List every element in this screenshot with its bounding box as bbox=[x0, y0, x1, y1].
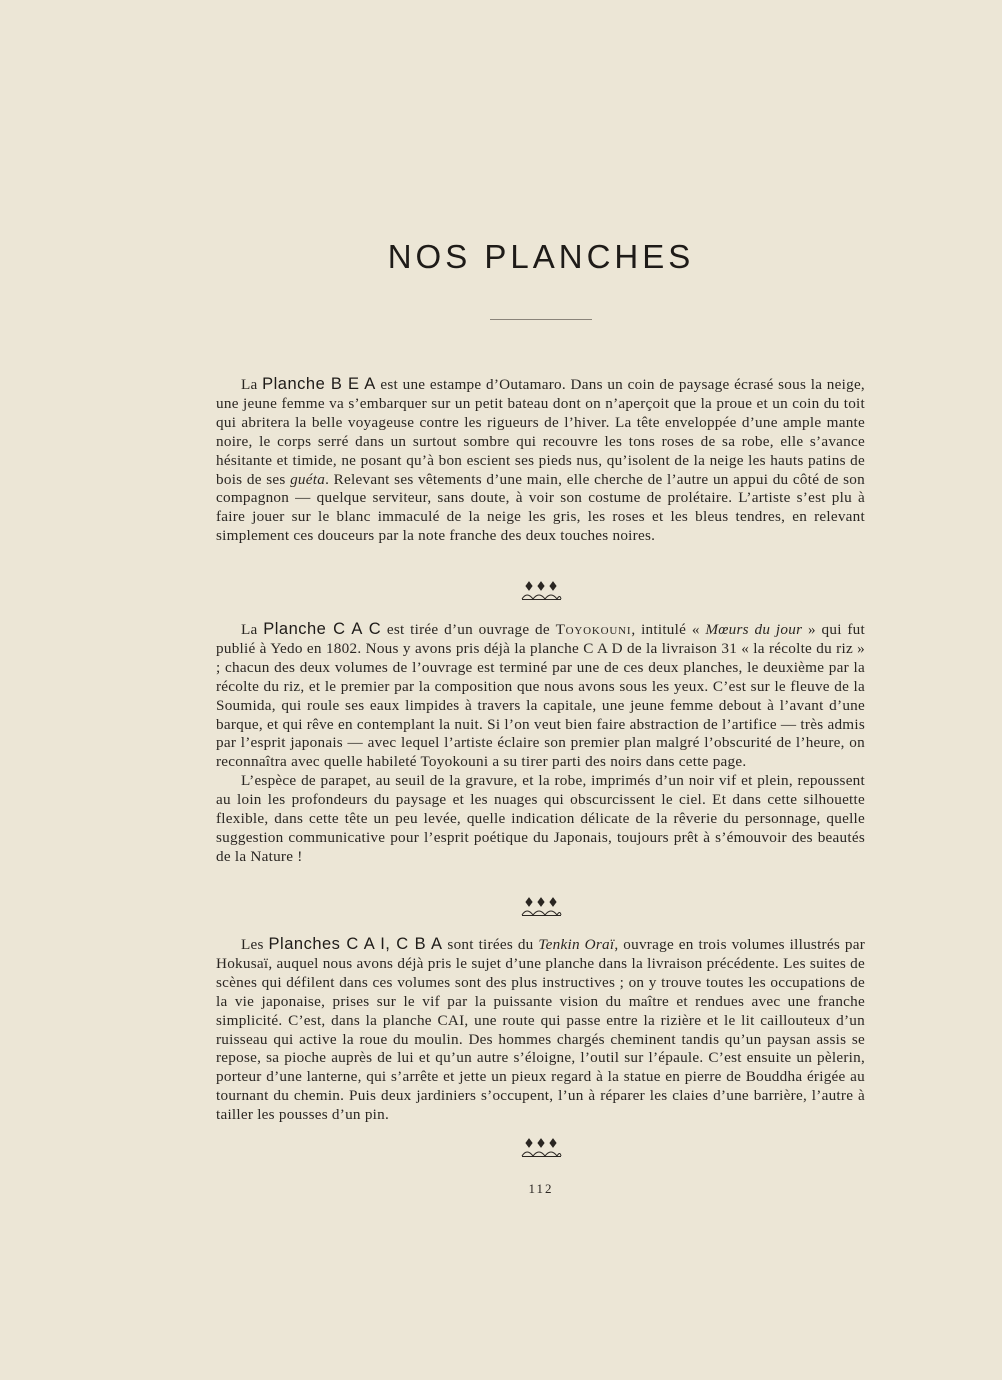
text-run: est une estampe d’Outamaro. Dans un coin de paysage écrasé sous la neige, une jeune femme va s’embarquer sur un petit bateau dont on n’aperçoit que la proue et un coin du toit qui abritera la belle voyageuse contre les rigueurs de l’hiver. La tête enveloppée d’une ample mante noire, le corps serré dans un surtout sombre qui recouvre les tons roses de sa robe, elle s’avance hésitante et timide, ne posant qu’à bon escient ses pieds nus, qu’isolent de la neige les hauts patins de bois de ses bbox=[216, 376, 865, 488]
italic-title: Mœurs du jour bbox=[705, 621, 803, 638]
plate-reference: Planches C A I, C B A bbox=[268, 935, 443, 953]
text-run: La bbox=[241, 376, 263, 393]
artist-name: Toyokouni bbox=[555, 621, 632, 638]
text-run: . Relevant ses vêtements d’une main, elle cherche de l’autre un appui du côté de son compagnon — quelque serviteur, sans doute, à voir son costume de prolétaire. L’artiste s’est plu à faire jouer sur le blanc immaculé de la neige les gris, les roses et les bleus tendres, en relevant simplement ces douceurs par la note franche des deux touches noires. bbox=[216, 470, 865, 545]
text-run: est tirée d’un ouvrage de bbox=[381, 621, 556, 638]
italic-title: guéta bbox=[290, 470, 326, 488]
text-run: L’espèce de parapet, au seuil de la gravure, et la robe, imprimés d’un noir vif et plein, repoussent au loin les profondeurs du paysage et les nuages qui obscurcissent le ciel. Et dans cette silhouette flexible, dans cette tête un peu levée, quelle indication délicate de la rêverie du personnage, quelle suggestion communicative pour l’esprit poétique du Japonais, toujours prêt à s’émouvoir des beautés de la Nature ! bbox=[216, 772, 865, 865]
text-run: , ouvrage en trois volumes illustrés par Hokusaï, auquel nous avons déjà pris le sujet d’une planche dans la livraison précédente. Les suites de scènes qui défilent dans ces volumes sont des plus instructives ; on y trouve toutes les occupations de la vie japonaise, prises sur le vif par la puissante vision du maître et rendues avec une franche simplicité. C’est, dans la planche CAI, une route qui passe entre la rizière et le lit caillouteux d’un ruisseau qui active la roue du moulin. Des hommes chargés cheminent tandis qu’un paysan assis se repose, sa pioche auprès de lui et qu’un autre s’éloigne, l’outil sur l’épaule. C’est ensuite un pèlerin, porteur d’une lanterne, qui s’arrête et jette un pieux regard à la statue en pierre de Bouddha érigée au tournant du chemin. Puis deux jardiniers s’occupent, l’un à réparer les claies d’une barrière, l’autre à tailler les pousses d’un pin. bbox=[216, 936, 865, 1124]
triple-flower-ornament-icon bbox=[519, 896, 563, 918]
plate-reference: Planche B E A bbox=[262, 375, 376, 393]
triple-flower-ornament-icon bbox=[519, 1137, 563, 1159]
text-run: » qui fut publié à Yedo en 1802. Nous y avons pris déjà la planche C A D de la livraison 31 « la récolte du riz » ; chacun des deux volumes de l’ouvrage est terminé par une de ces deux planches, le deuxième par la récolte du riz, et le premier par la composition que nous avons sous les yeux. C’est sur le fleuve de la Soumida, qui roule ses eaux limpides à travers la capitale, une jeune femme debout à l’avant d’une barque, et qui rêve en contemplant la nuit. Si l’on veut bien faire abstraction de l’artifice — très admis par l’esprit japonais — avec lequel l’artiste éclaire son premier plan malgré l’obscurité de l’heure, on reconnaîtra avec quelle habileté Toyokouni a su tirer parti des noirs dans cette page. bbox=[216, 621, 865, 771]
italic-title: Tenkin Oraï bbox=[538, 936, 615, 953]
text-run: sont tirées du bbox=[442, 936, 539, 953]
paragraph bbox=[216, 375, 865, 546]
page-number: 112 bbox=[528, 1181, 554, 1196]
section-planche-bea bbox=[216, 375, 865, 546]
text-run: , intitulé « bbox=[631, 621, 706, 638]
plate-reference: Planche C A C bbox=[263, 620, 382, 638]
paragraph bbox=[216, 620, 865, 772]
text-run: La bbox=[241, 621, 264, 638]
section-planche-cac bbox=[216, 620, 865, 867]
triple-flower-ornament-icon bbox=[519, 580, 563, 602]
section-planches-cai-cba bbox=[216, 935, 865, 1125]
page-title: NOS PLANCHES bbox=[387, 238, 695, 275]
title-rule bbox=[490, 319, 592, 320]
paragraph bbox=[216, 772, 865, 867]
paragraph bbox=[216, 935, 865, 1125]
text-run: Les bbox=[241, 936, 269, 953]
